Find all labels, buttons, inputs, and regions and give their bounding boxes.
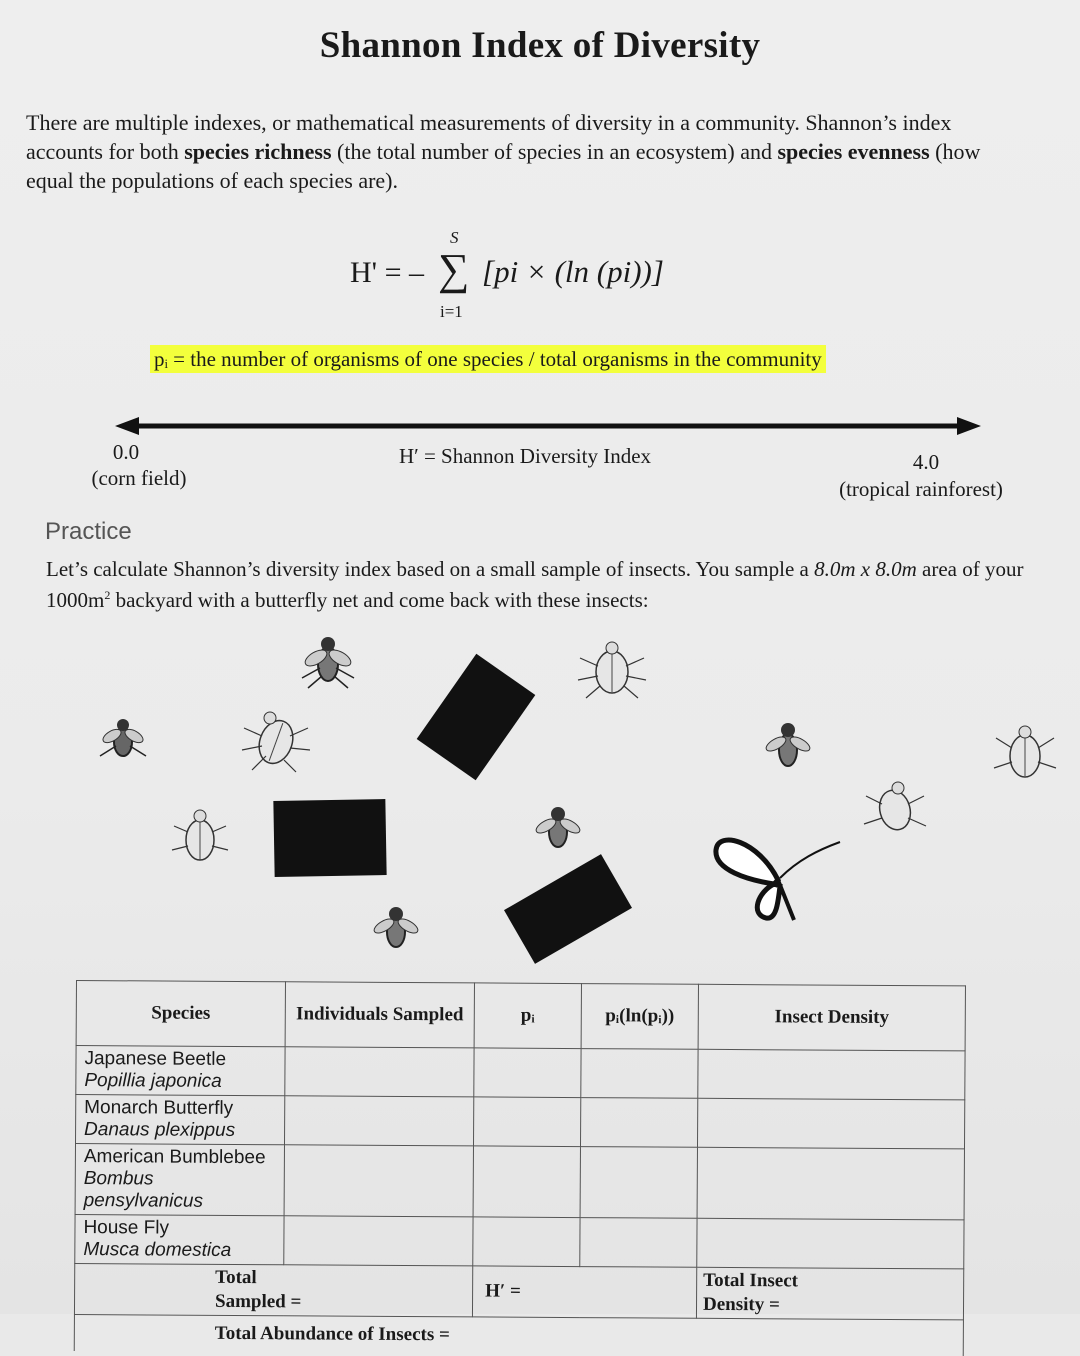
beetle-icon (992, 716, 1058, 786)
header-species: Species (76, 981, 285, 1047)
page-title: Shannon Index of Diversity (319, 25, 761, 66)
density-input-cell[interactable] (698, 1049, 965, 1100)
beetle-icon (860, 776, 930, 838)
pi-input-cell[interactable] (473, 1097, 580, 1147)
practice-paragraph: Let’s calculate Shannon’s diversity index based on a small sample of insects. You sample a 8.0m x 8.0m area of your $1000m^2$ backyard with a butterfly net and come back with these insects: (46, 557, 1024, 612)
beetle-icon (170, 802, 230, 870)
beetle-icon (238, 700, 314, 776)
sample-dimensions: 8.0m x 8.0m (814, 557, 917, 581)
table-row (76, 1095, 965, 1149)
table-row (75, 1214, 964, 1268)
abundance-row (74, 1314, 963, 1356)
scale-right-value: 4.0 (912, 450, 940, 474)
scale-left-label: (corn field) (91, 466, 187, 490)
density-input-cell[interactable] (697, 1098, 964, 1149)
formula-lhs: H' = – (350, 256, 424, 289)
pi-input-cell[interactable] (473, 1217, 580, 1267)
pi-input-cell[interactable] (473, 1146, 580, 1218)
scale-left-value: 0.0 (112, 440, 140, 464)
formula-upper-limit: S (450, 228, 459, 247)
pi-ln-pi-input-cell[interactable] (580, 1098, 697, 1148)
table-header-row (76, 981, 965, 1051)
diversity-scale-arrow (115, 413, 985, 439)
individuals-input-cell[interactable] (285, 1047, 474, 1097)
species-cell: Monarch Butterfly Danaus plexippus (76, 1095, 285, 1145)
individuals-input-cell[interactable] (284, 1096, 473, 1146)
redacted-image-block (504, 854, 632, 964)
pi-ln-pi-input-cell[interactable] (580, 1218, 697, 1268)
species-evenness-term: species evenness (777, 139, 930, 164)
pi-definition: pᵢ = the number of organisms of one species / total organisms in the community (150, 347, 826, 372)
redacted-image-block (417, 654, 536, 780)
h-prime-cell[interactable]: H′ = (472, 1266, 696, 1318)
header-individuals: Individuals Sampled (285, 982, 474, 1048)
total-abundance-cell[interactable]: Total Abundance of Insects = (74, 1314, 963, 1356)
insect-data-table (74, 980, 966, 1356)
practice-heading: Practice (45, 518, 132, 545)
individuals-input-cell[interactable] (284, 1145, 473, 1217)
redacted-image-block (273, 799, 386, 877)
shannon-formula (350, 228, 750, 328)
scale-center-label: H′ = Shannon Diversity Index (398, 444, 652, 468)
species-cell: Japanese Beetle Popillia japonica (76, 1046, 285, 1096)
header-pi-ln-pi: pᵢ(ln(pᵢ)) (581, 984, 698, 1050)
formula-sigma: ∑ (438, 245, 470, 294)
scale-right-label: (tropical rainforest) (839, 477, 1003, 501)
formula-body: [pi × (ln (pi))] (482, 254, 664, 289)
fly-icon (530, 800, 586, 856)
total-density-cell[interactable]: Total Insect Density = (696, 1267, 963, 1320)
total-sampled-cell[interactable]: Total Sampled = (74, 1263, 472, 1316)
fly-icon (366, 900, 426, 956)
species-richness-term: species richness (184, 139, 332, 164)
pi-input-cell[interactable] (474, 1048, 581, 1098)
fly-icon (96, 712, 150, 764)
fly-icon (760, 714, 816, 776)
density-input-cell[interactable] (697, 1147, 964, 1220)
species-cell: American Bumblebee Bombus pensylvanicus (75, 1144, 284, 1216)
species-cell: House Fly Musca domestica (75, 1214, 284, 1264)
density-input-cell[interactable] (697, 1218, 964, 1269)
fly-icon (296, 628, 360, 690)
table-row (76, 1046, 965, 1100)
header-insect-density: Insect Density (698, 984, 965, 1051)
table-row (75, 1144, 964, 1220)
formula-lower-limit: i=1 (440, 302, 463, 321)
pi-ln-pi-input-cell[interactable] (581, 1049, 698, 1099)
totals-row (74, 1263, 963, 1319)
individuals-input-cell[interactable] (284, 1216, 473, 1266)
header-pi: pᵢ (474, 983, 581, 1049)
beetle-icon (574, 632, 650, 704)
butterfly-icon (708, 820, 848, 926)
pi-ln-pi-input-cell[interactable] (580, 1147, 697, 1219)
intro-paragraph: There are multiple indexes, or mathematical measurements of diversity in a community. Shannon’s index accounts for both species richness (the total number of species in an ecosystem) and species evenness (how equal the populations of each species are). (26, 110, 981, 193)
